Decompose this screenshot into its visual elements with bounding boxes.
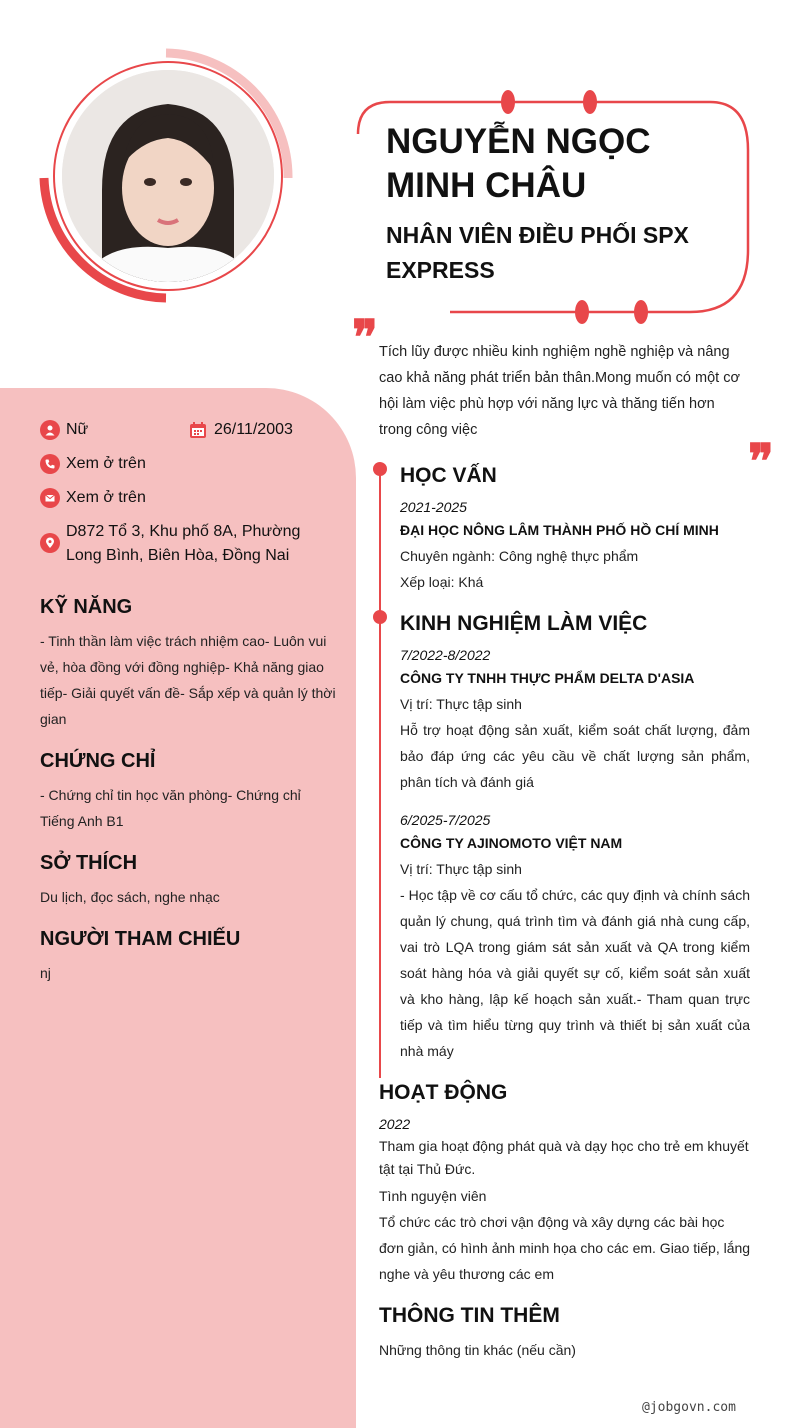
certificates-heading: CHỨNG CHỈ	[40, 750, 156, 772]
profile-photo-frame	[38, 48, 294, 304]
birthdate-row	[188, 418, 293, 442]
job-date: 7/2022-8/2022	[400, 647, 491, 663]
email-row	[40, 486, 146, 510]
quote-close-icon: ❞	[748, 434, 774, 490]
certificates-text: - Chứng chỉ tin học văn phòng- Chứng chỉ Tiếng Anh B1	[40, 787, 301, 829]
hobbies-heading: SỞ THÍCH	[40, 852, 138, 874]
job-description: - Học tập về cơ cấu tổ chức, các quy định và chính sách quản lý chung, quá trình tìm và đánh giá nhà cung cấp, vai trò LQA trong giám sát sản xuất và QA trong kiểm soát hàng hóa và giải quyết sự cố, kiểm soát sản xuất và kho hàng, lập kế hoạch sản xuất.- Tham quan trực tiếp và tìm hiểu từng quy trình và thiết bị sản xuất của nhà máy	[400, 887, 750, 1059]
activities-date: 2022	[379, 1116, 411, 1132]
phone-icon	[40, 454, 60, 474]
job-date: 6/2025-7/2025	[400, 812, 491, 828]
education-grade: Xếp loại: Khá	[400, 574, 484, 590]
email-icon	[40, 488, 60, 508]
education-heading: HỌC VẤN	[400, 464, 497, 487]
avatar	[62, 70, 274, 282]
extra-text: Những thông tin khác (nếu cần)	[379, 1342, 576, 1358]
activities-role: Tình nguyện viên	[379, 1188, 487, 1204]
gender-row	[40, 418, 88, 442]
activities-heading: HOẠT ĐỘNG	[379, 1081, 508, 1104]
job-description: Hỗ trợ hoạt động sản xuất, kiểm soát chất lượng, đảm bảo đáp ứng các yêu cầu về chất lượng sản phẩm, phân tích và đánh giá	[400, 722, 750, 790]
phone-value[interactable]: Xem ở trên	[66, 455, 146, 472]
email-value[interactable]: Xem ở trên	[66, 489, 146, 506]
activities-description: Tham gia hoạt động phát quà và dạy học cho trẻ em khuyết tật tại Thủ Đức.	[379, 1138, 749, 1177]
candidate-name: NGUYỄN NGỌC MINH CHÂU	[386, 122, 651, 205]
timeline-dot-experience	[373, 610, 387, 624]
job-company: CÔNG TY TNHH THỰC PHẨM DELTA D'ASIA	[400, 670, 695, 686]
timeline-line	[379, 468, 381, 1078]
references-text: nj	[40, 965, 51, 981]
calendar-icon	[188, 420, 208, 440]
references-heading: NGƯỜI THAM CHIẾU	[40, 928, 241, 950]
quote-open-icon: ❞	[352, 310, 378, 366]
job-title: NHÂN VIÊN ĐIỀU PHỐI SPX EXPRESS	[386, 222, 689, 283]
skills-text: - Tinh thần làm việc trách nhiệm cao- Luôn vui vẻ, hòa đồng với đồng nghiệp- Khả năng giao tiếp- Giải quyết vấn đề- Sắp xếp và quản lý thời gian	[40, 633, 336, 727]
activities-details: Tổ chức các trò chơi vận động và xây dựng các bài học đơn giản, có hình ảnh minh họa cho các em. Giao tiếp, lắng nghe và yêu thương các em	[379, 1214, 751, 1282]
user-icon	[40, 420, 60, 440]
education-school: ĐẠI HỌC NÔNG LÂM THÀNH PHỐ HỒ CHÍ MINH	[400, 522, 719, 538]
education-date: 2021-2025	[400, 499, 467, 515]
gender-value: Nữ	[66, 421, 89, 438]
experience-heading: KINH NGHIỆM LÀM VIỆC	[400, 612, 648, 635]
hobbies-text: Du lịch, đọc sách, nghe nhạc	[40, 889, 220, 905]
skills-heading: KỸ NĂNG	[40, 596, 133, 618]
phone-row	[40, 452, 146, 476]
extra-heading: THÔNG TIN THÊM	[379, 1304, 560, 1327]
job-position: Vị trí: Thực tập sinh	[400, 861, 522, 877]
watermark: @jobgovn.com	[642, 1400, 736, 1415]
education-major: Chuyên ngành: Công nghệ thực phẩm	[400, 548, 639, 564]
address-row	[40, 520, 340, 568]
job-position: Vị trí: Thực tập sinh	[400, 696, 522, 712]
birthdate-value: 26/11/2003	[214, 421, 293, 438]
location-pin-icon	[40, 533, 60, 553]
career-objective: Tích lũy được nhiều kinh nghiệm nghề nghiệp và nâng cao khả năng phát triển bản thân.Mong muốn có một cơ hội làm việc phù hợp với năng lực và thăng tiến hơn trong công việc	[379, 344, 740, 438]
job-company: CÔNG TY AJINOMOTO VIỆT NAM	[400, 835, 623, 851]
address-value: D872 Tổ 3, Khu phố 8A, Phường Long Bình, Biên Hòa, Đồng Nai	[66, 523, 301, 564]
timeline-dot-education	[373, 462, 387, 476]
